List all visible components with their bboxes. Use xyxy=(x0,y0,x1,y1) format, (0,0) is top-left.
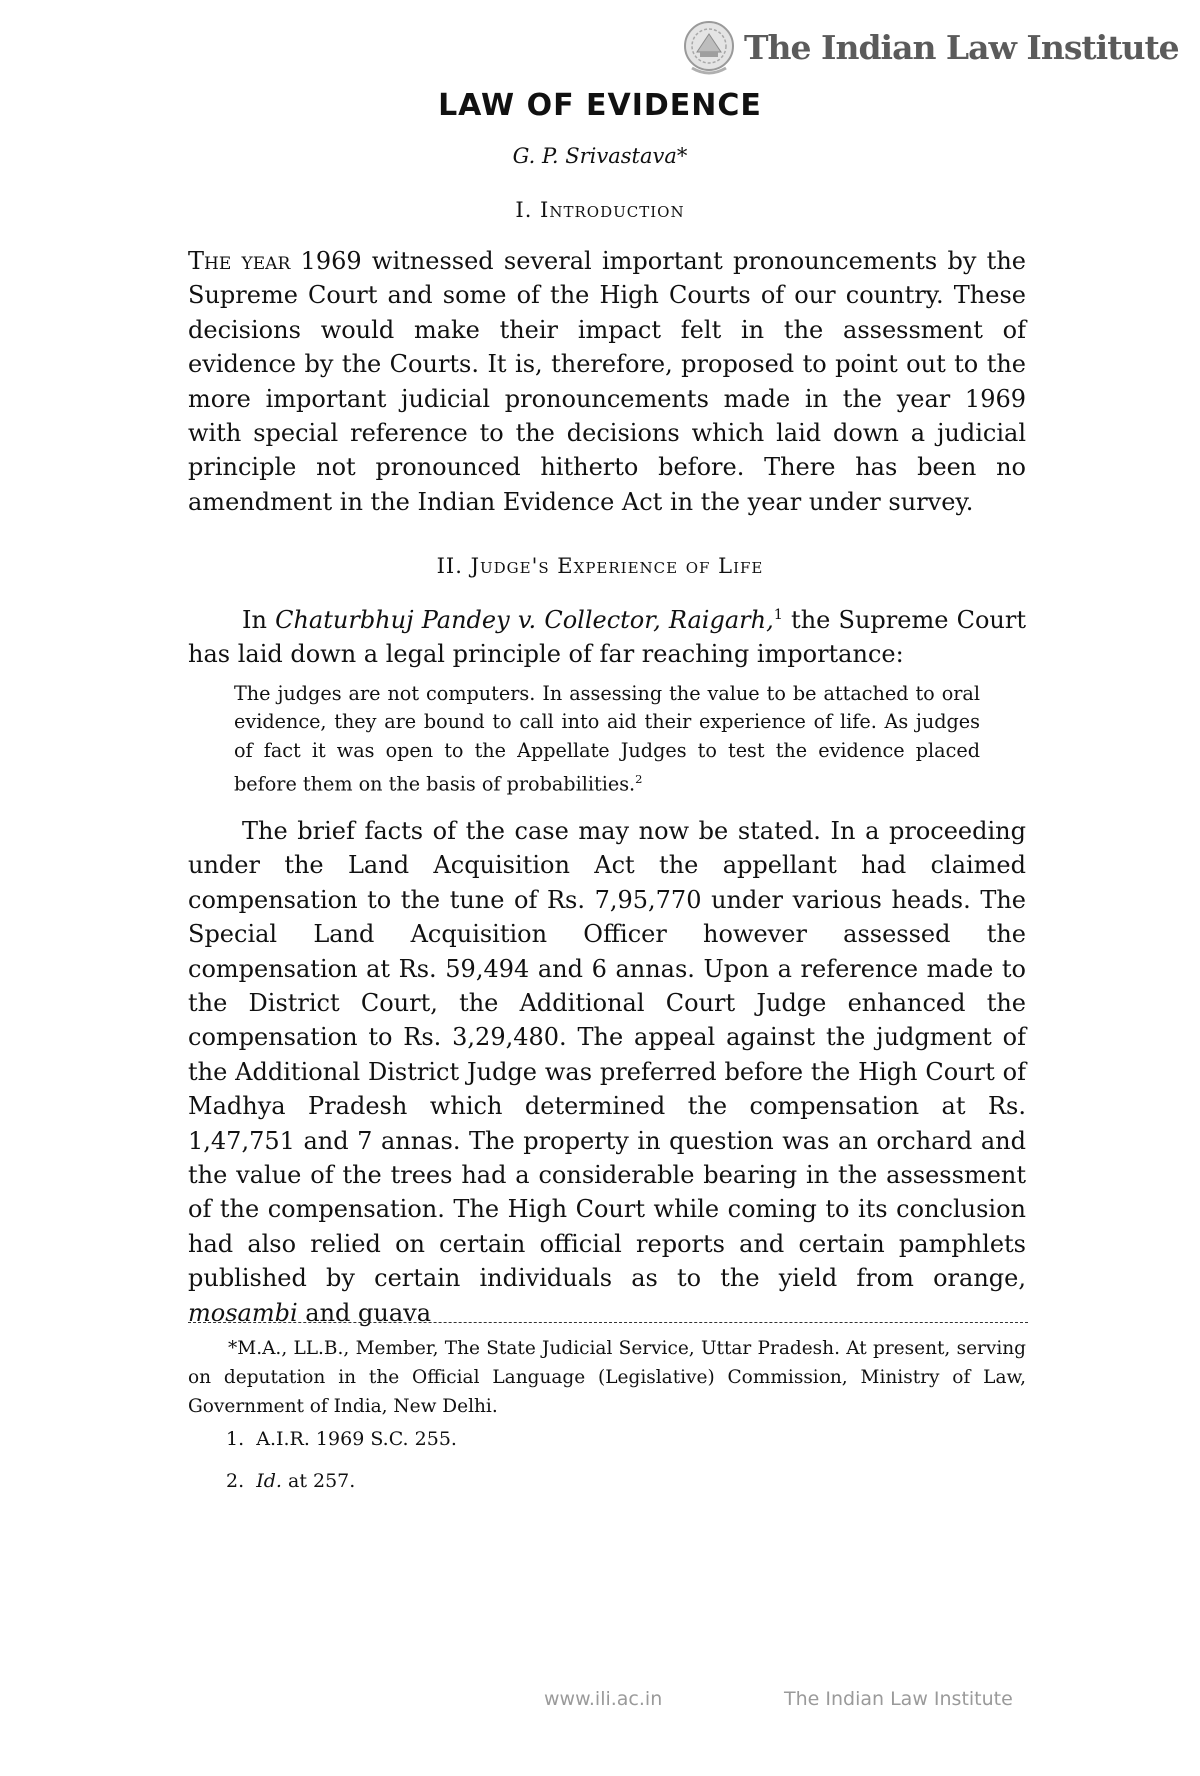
footnote-ref-2: 2 xyxy=(635,772,643,787)
case-name: Chaturbhuj Pandey v. Collector, Raigarh, xyxy=(275,606,774,634)
institute-seal-icon xyxy=(678,18,740,80)
intro-lead: The year xyxy=(188,247,291,275)
footnote-2-number: 2. xyxy=(226,1470,245,1492)
header-institute-name: The Indian Law Institute xyxy=(744,28,1179,67)
section-heading-introduction: I. Introduction xyxy=(515,198,685,222)
footnote-1 xyxy=(226,1428,457,1450)
footnote-ref-1: 1 xyxy=(773,607,783,623)
case-prefix: In xyxy=(242,606,276,634)
footnote-2-id: Id. xyxy=(256,1470,282,1492)
article-author: G. P. Srivastava* xyxy=(512,144,688,168)
footer-url: www.ili.ac.in xyxy=(544,1688,663,1710)
footnote-1-number: 1. xyxy=(226,1428,245,1450)
facts-text: The brief facts of the case may now be stated. In a proceeding under the Land Acquisition Act the appellant had claimed compensation to the tune of Rs. 7,95,770 under various heads. The Special Land Acquisition Officer however assessed the compensation at Rs. 59,494 and 6 annas. Upon a reference made to the District Court, the Additional Court Judge enhanced the compensation to Rs. 3,29,480. The appeal against the judgment of the Additional District Judge was preferred before the High Court of Madhya Pradesh which determined the compensation at Rs. 1,47,751 and 7 annas. The property in question was an orchard and the value of the trees had a considerable bearing in the assessment of the compensation. The High Court while coming to its conclusion had also relied on certain official reports and certain pamphlets published by certain individuals as to the yield from orange, xyxy=(188,817,1026,1293)
footnote-2-text: at 257. xyxy=(281,1470,356,1492)
intro-text: 1969 witnessed several important pronouncements by the Supreme Court and some of the High Courts of our country. These decisions would make their impact felt in the assessment of evidence by the Courts. It is, therefore, proposed to point out to the more important judicial pronouncements made in the year 1969 with special reference to the decisions which laid down a judicial principle not pronounced hitherto before. There has been no amendment in the Indian Evidence Act in the year under survey. xyxy=(188,247,1026,516)
section-heading-judges-experience: II. Judge's Experience of Life xyxy=(436,554,764,578)
judgment-quote xyxy=(234,680,980,799)
facts-text-end: and guava xyxy=(297,1298,432,1327)
facts-paragraph xyxy=(188,814,1026,1330)
quote-text: The judges are not computers. In assessing the value to be attached to oral evidence, they are bound to call into aid their experience of life. As judges of fact it was open to the Appellate Judges to test the evidence placed before them on the basis of probabilities. xyxy=(234,682,980,796)
footnote-2 xyxy=(226,1470,355,1492)
facts-italic-word: mosambi xyxy=(188,1298,298,1327)
case-text: the Supreme Court has laid down a legal principle of far reaching importance: xyxy=(188,606,1026,669)
case-paragraph xyxy=(188,598,1026,672)
footnote-1-text: A.I.R. 1969 S.C. 255. xyxy=(256,1428,457,1450)
footnote-author: *M.A., LL.B., Member, The State Judicial Service, Uttar Pradesh. At present, serving on deputation in the Official Language (Legislative) Commission, Ministry of Law, Government of India, New Delhi. xyxy=(188,1338,1026,1417)
article-title: LAW OF EVIDENCE xyxy=(438,88,762,123)
footnote-divider xyxy=(188,1322,1028,1323)
header-logo xyxy=(678,18,1179,82)
footer-institute: The Indian Law Institute xyxy=(784,1688,1013,1710)
intro-paragraph xyxy=(188,244,1026,519)
